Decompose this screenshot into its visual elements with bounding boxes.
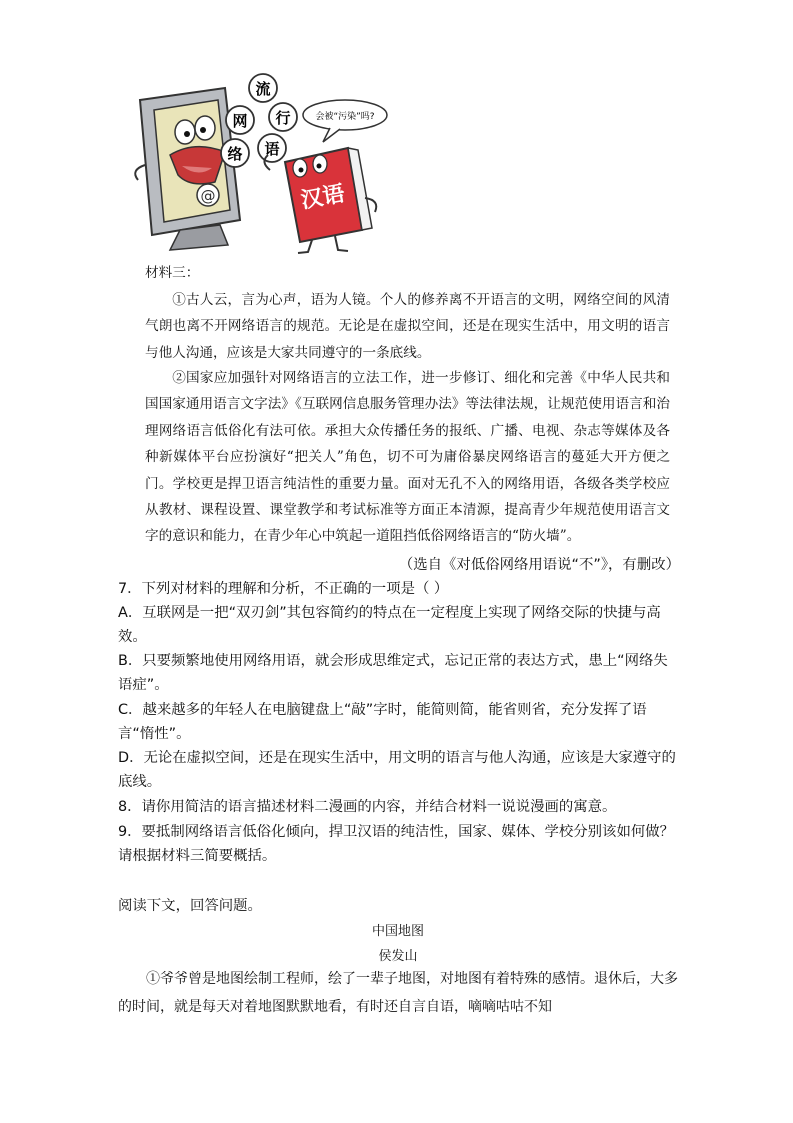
bubble-char-1 <box>249 74 277 102</box>
bubble-char-2 <box>226 106 254 134</box>
material3-paragraph-2: ②国家应加强针对网络语言的立法工作，进一步修订、细化和完善《中华人民共和国国家通用语言文字法》《互联网信息服务管理办法》等法律法规，让规范使用语言和治理网络语言低俗化有法可依。承担大众传播任务的报纸、广播、电视、杂志等媒体及各种新媒体平台应扮演好“把关人”角色，切不可为庸俗暴戾网络语言的蔓延大开方便之门。学校更是捍卫语言纯洁性的重要力量。面对无孔不入的网络用语，各级各类学校应从教材、课程设置、课堂教学和考试标准等方面正本清源，提高青少年规范使用语言文字的意识和能力，在青少年心中筑起一道阻挡低俗网络语言的“防火墙”。 <box>145 370 670 545</box>
monitor-character <box>135 88 243 250</box>
svg-text:流: 流 <box>255 80 271 98</box>
question-8: 8．请你用简洁的语言描述材料二漫画的内容，并结合材料一说说漫画的寓意。 <box>118 799 617 815</box>
svg-text:络: 络 <box>227 145 243 163</box>
svg-text:语: 语 <box>264 140 280 158</box>
book-character <box>264 148 376 253</box>
material3-paragraph-1: ①古人云，言为心声，语为人镜。个人的修养离不开语言的文明，网络空间的风清气朗也离不开网络语言的规范。无论是在虚拟空间，还是在现实生活中，用文明的语言与他人沟通，应该是大家共同遵守的一条底线。 <box>145 292 670 361</box>
option-c: C．越来越多的年轻人在电脑键盘上“敲”字时，能简则简，能省则省，充分发挥了语言“惰性”。 <box>118 702 647 742</box>
question-7: 7．下列对材料的理解和分析，不正确的一项是（ ） <box>118 581 449 597</box>
question-9: 9．要抵制网络语言低俗化倾向，捍卫汉语的纯洁性，国家、媒体、学校分别该如何做？请根据材料三简要概括。 <box>118 824 675 864</box>
svg-text:网: 网 <box>232 112 248 130</box>
svg-text:行: 行 <box>275 109 291 127</box>
reading-title: 中国地图 <box>371 924 424 939</box>
speech-bubble <box>303 100 387 142</box>
svg-text:会被“污染”吗?: 会被“污染”吗? <box>315 112 375 122</box>
reading-author: 侯发山 <box>378 949 418 964</box>
option-b: B．只要频繁地使用网络用语，就会形成思维定式，忘记正常的表达方式，患上“网络失语症”。 <box>118 653 668 693</box>
material3-heading: 材料三： <box>145 265 200 281</box>
option-d: D．无论在虚拟空间，还是在现实生活中，用文明的语言与他人沟通，应该是大家遵守的底线。 <box>118 750 676 790</box>
bubble-char-3 <box>269 103 297 131</box>
bubble-char-4 <box>221 139 249 167</box>
book-title: 汉语 <box>299 181 347 214</box>
option-a: A．互联网是一把“双刃剑”其包容简约的特点在一定程度上实现了网络交际的快捷与高效。 <box>118 605 661 645</box>
reading-paragraph-1: ①爷爷曾是地图绘制工程师，绘了一辈子地图，对地图有着特殊的感情。退休后，大多的时间，就是每天对着地图默默地看，有时还自言自语，嘀嘀咕咕不知 <box>118 971 678 1015</box>
cartoon-illustration <box>130 70 390 255</box>
bubble-char-5 <box>258 134 286 162</box>
at-symbol: @ <box>200 187 216 205</box>
reading-intro: 阅读下文，回答问题。 <box>118 898 262 914</box>
material3-source: （选自《对低俗网络用语说“不”》，有删改） <box>398 557 680 573</box>
